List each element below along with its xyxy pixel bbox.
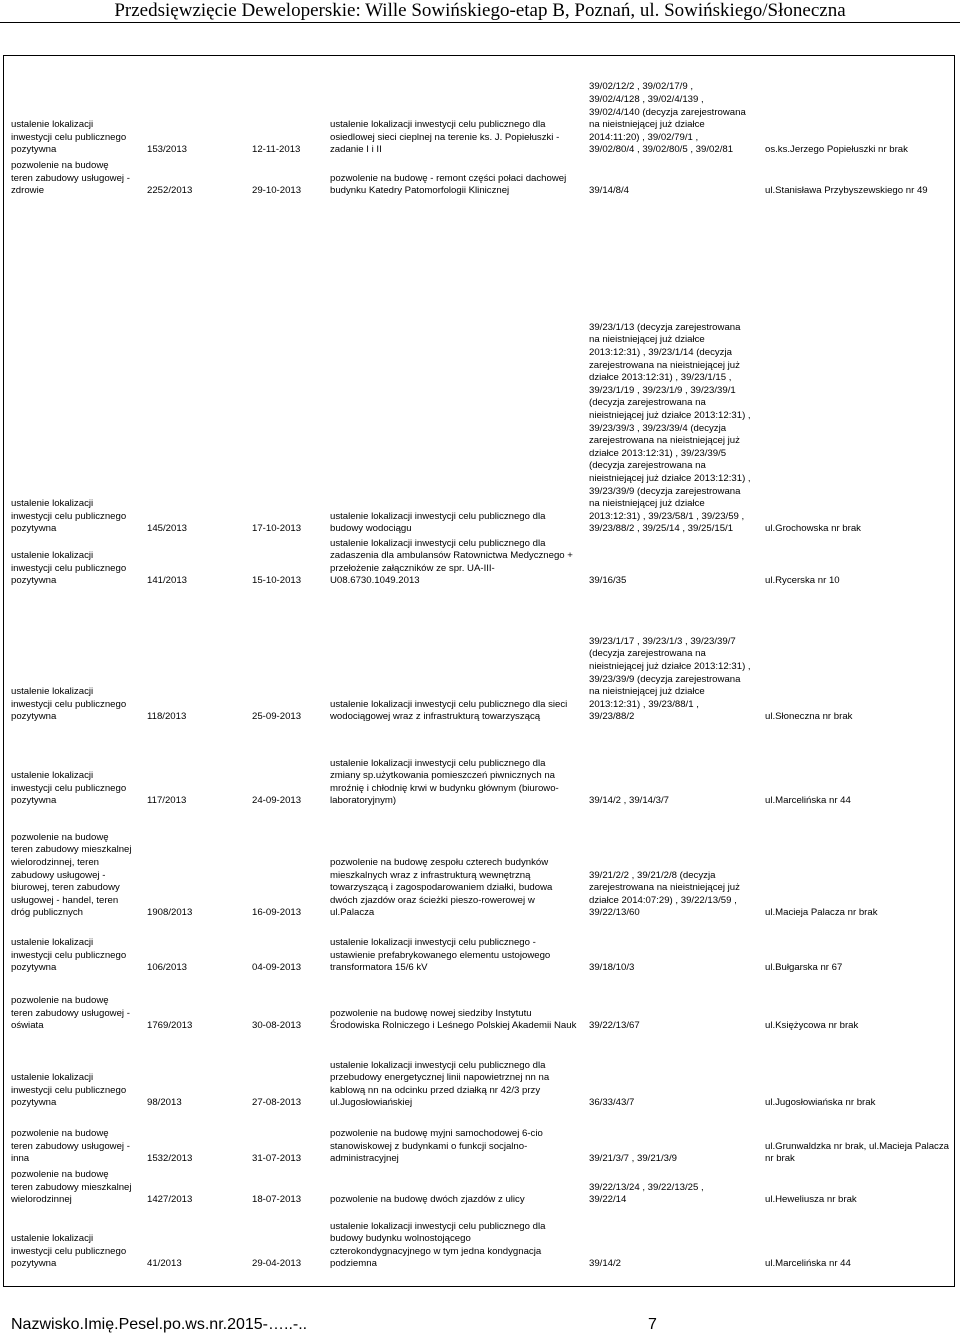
page-number: 7 bbox=[648, 1316, 657, 1333]
cell-address: ul.Heweliusza nr brak bbox=[765, 1194, 857, 1206]
cell-number: 1532/2013 bbox=[147, 1153, 193, 1165]
cell-description: pozwolenie na budowę nowej siedziby Instytutu Środowiska Rolniczego i Leśnego Polskiej Akademii Nauk bbox=[330, 1007, 577, 1032]
cell-address: ul.Macieja Palacza nr brak bbox=[765, 907, 878, 919]
cell-number: 145/2013 bbox=[147, 523, 188, 535]
cell-date: 27-08-2013 bbox=[252, 1097, 302, 1109]
cell-type: pozwolenie na budowę teren zabudowy usługowej - zdrowie bbox=[11, 160, 130, 197]
cell-description: pozwolenie na budowę myjni samochodowej 6-cio stanowiskowej z budynkami o funkcji socjalno- administracyjnej bbox=[330, 1128, 543, 1165]
cell-address: ul.Marcelińska nr 44 bbox=[765, 795, 851, 807]
cell-address: os.ks.Jerzego Popiełuszki nr brak bbox=[765, 144, 908, 156]
cell-description: pozwolenie na budowę dwóch zjazdów z ulicy bbox=[330, 1194, 525, 1206]
cell-number: 106/2013 bbox=[147, 962, 188, 974]
cell-date: 18-07-2013 bbox=[252, 1194, 302, 1206]
cell-number: 117/2013 bbox=[147, 795, 187, 807]
cell-type: ustalenie lokalizacji inwestycji celu publicznego pozytywna bbox=[11, 550, 127, 587]
cell-parcels: 39/22/13/67 bbox=[589, 1020, 640, 1032]
footer-text: Nazwisko.Imię.Pesel.po.ws.nr.2015-…..-.. bbox=[11, 1316, 308, 1333]
cell-parcels: 39/21/3/7 , 39/21/3/9 bbox=[589, 1153, 678, 1165]
cell-date: 24-09-2013 bbox=[252, 795, 302, 807]
cell-date: 30-08-2013 bbox=[252, 1020, 302, 1032]
cell-description: ustalenie lokalizacji inwestycji celu publicznego dla osiedlowej sieci cieplnej na terenie ks. J. Popiełuszki - zadanie I i II bbox=[330, 119, 560, 156]
cell-date: 25-09-2013 bbox=[252, 711, 302, 723]
cell-description: ustalenie lokalizacji inwestycji celu publicznego dla budowy wodociągu bbox=[330, 510, 546, 535]
cell-description: ustalenie lokalizacji inwestycji celu publicznego dla zmiany sp.użytkowania pomieszczeń piwnicznych na mroźnię i chłodnię krwi w budynku głównym (biurowo- laboratoryjnym) bbox=[330, 757, 559, 807]
cell-parcels: 39/14/2 , 39/14/3/7 bbox=[589, 795, 670, 807]
cell-address: ul.Rycerska nr 10 bbox=[765, 575, 840, 587]
cell-date: 17-10-2013 bbox=[252, 523, 302, 535]
cell-type: ustalenie lokalizacji inwestycji celu publicznego pozytywna bbox=[11, 119, 127, 156]
cell-type: pozwolenie na budowę teren zabudowy usługowej - oświata bbox=[11, 995, 130, 1032]
cell-type: ustalenie lokalizacji inwestycji celu publicznego pozytywna bbox=[11, 686, 127, 723]
cell-address: ul.Słoneczna nr brak bbox=[765, 711, 853, 723]
cell-number: 98/2013 bbox=[147, 1097, 182, 1109]
cell-type: ustalenie lokalizacji inwestycji celu publicznego pozytywna bbox=[11, 937, 127, 974]
cell-number: 153/2013 bbox=[147, 144, 188, 156]
cell-number: 118/2013 bbox=[147, 711, 187, 723]
cell-description: pozwolenie na budowę - remont części połaci dachowej budynku Katedry Patomorfologii Klinicznej bbox=[330, 172, 567, 197]
cell-type: pozwolenie na budowę teren zabudowy usługowej - inna bbox=[11, 1128, 130, 1165]
title-rule bbox=[0, 22, 960, 23]
cell-type: pozwolenie na budowę teren zabudowy mieszkalnej wielorodzinnej, teren zabudowy usługowej - biurowej, teren zabudowy usługowej - handel, teren dróg publicznych bbox=[11, 831, 132, 919]
cell-date: 15-10-2013 bbox=[252, 575, 302, 587]
cell-parcels: 39/23/1/13 (decyzja zarejestrowana na nieistniejącej już działce 2013:12:31) , 39/23/1/14 (decyzja zarejestrowana na nieistniejącej już działce 2013:12:31) , 39/23/1/15 , 39/23/1/19 , 39/23/1/9 , 39/23/39/1 (decyzja zarejestrowana na nieistniejącej już działce 2013:12:31) , 39/23/39/3 , 39/23/39/4 (decyzja zarejestrowana na nieistniejącej już działce 2013:12:31) , 39/23/39/5 (decyzja zarejestrowana na nieistniejącej już działce 2013:12:31) , 39/23/39/9 (decyzja zarejestrowana na nieistniejącej już działce 2013:12:31) , 39/23/58/1 , 39/23/59 , 39/23/88/2 , 39/25/14 , 39/25/15/1 bbox=[589, 321, 751, 535]
cell-parcels: 39/21/2/2 , 39/21/2/8 (decyzja zarejestrowana na nieistniejącej już działce 2014:07:29) , 39/22/13/59 , 39/22/13/60 bbox=[589, 869, 740, 919]
cell-parcels: 36/33/43/7 bbox=[589, 1097, 635, 1109]
cell-number: 1427/2013 bbox=[147, 1194, 193, 1206]
cell-address: ul.Stanisława Przybyszewskiego nr 49 bbox=[765, 185, 928, 197]
cell-description: pozwolenie na budowę zespołu czterech budynków mieszkalnych wraz z infrastrukturą wewnętrzną towarzyszącą i zagospodarowaniem działki, budowa dwóch zjazdów oraz ścieżki pieszo-rowerowej w ul.Palacza bbox=[330, 857, 553, 919]
cell-date: 29-04-2013 bbox=[252, 1258, 302, 1270]
cell-address: ul.Grunwaldzka nr brak, ul.Macieja Palacza nr brak bbox=[765, 1140, 949, 1165]
cell-address: ul.Jugosłowiańska nr brak bbox=[765, 1097, 876, 1109]
cell-type: ustalenie lokalizacji inwestycji celu publicznego pozytywna bbox=[11, 770, 127, 807]
cell-number: 1908/2013 bbox=[147, 907, 193, 919]
cell-number: 2252/2013 bbox=[147, 185, 193, 197]
cell-type: ustalenie lokalizacji inwestycji celu publicznego pozytywna bbox=[11, 1072, 127, 1109]
cell-date: 04-09-2013 bbox=[252, 962, 302, 974]
page-title: Przedsięwzięcie Deweloperskie: Wille Sowińskiego-etap B, Poznań, ul. Sowińskiego/Słoneczna bbox=[114, 0, 846, 21]
cell-date: 16-09-2013 bbox=[252, 907, 302, 919]
cell-description: ustalenie lokalizacji inwestycji celu publicznego dla przebudowy energetycznej linii napowietrznej nn na kablową nn na odcinku przed działką nr 42/3 przy ul.Jugosłowiańskiej bbox=[330, 1059, 550, 1109]
cell-description: ustalenie lokalizacji inwestycji celu publicznego dla zadaszenia dla ambulansów Ratownictwa Medycznego + przełożenie załączników ze spr. UA-III- U08.6730.1049.2013 bbox=[330, 537, 573, 587]
cell-date: 31-07-2013 bbox=[252, 1153, 302, 1165]
cell-type: ustalenie lokalizacji inwestycji celu publicznego pozytywna bbox=[11, 498, 127, 535]
cell-number: 1769/2013 bbox=[147, 1020, 193, 1032]
cell-description: ustalenie lokalizacji inwestycji celu publicznego dla sieci wodociągowej wraz z infrastrukturą towarzyszącą bbox=[330, 698, 568, 723]
cell-date: 29-10-2013 bbox=[252, 185, 302, 197]
cell-description: ustalenie lokalizacji inwestycji celu publicznego - ustawienie prefabrykowanego elementu ustojowego transformatora 15/6 kV bbox=[330, 937, 551, 974]
cell-address: ul.Bułgarska nr 67 bbox=[765, 962, 843, 974]
cell-parcels: 39/14/2 bbox=[589, 1258, 622, 1270]
cell-parcels: 39/14/8/4 bbox=[589, 185, 630, 197]
cell-parcels: 39/23/1/17 , 39/23/1/3 , 39/23/39/7 (decyzja zarejestrowana na nieistniejącej już działce 2013:12:31) , 39/23/39/9 (decyzja zarejestrowana na nieistniejącej już działce 2013:12:31) , 39/23/88/1 , 39/23/88/2 bbox=[589, 635, 751, 723]
cell-parcels: 39/22/13/24 , 39/22/13/25 , 39/22/14 bbox=[589, 1181, 704, 1206]
cell-address: ul.Grochowska nr brak bbox=[765, 523, 861, 535]
cell-type: ustalenie lokalizacji inwestycji celu publicznego pozytywna bbox=[11, 1233, 127, 1270]
cell-type: pozwolenie na budowę teren zabudowy mieszkalnej wielorodzinnej bbox=[11, 1169, 132, 1206]
cell-address: ul.Księżycowa nr brak bbox=[765, 1020, 859, 1032]
cell-parcels: 39/18/10/3 bbox=[589, 962, 635, 974]
cell-number: 141/2013 bbox=[147, 575, 188, 587]
cell-description: ustalenie lokalizacji inwestycji celu publicznego dla budowy budynku wolnostojącego czterokondygnacyjnego w tym jedna kondygnacja podziemna bbox=[330, 1220, 546, 1270]
cell-parcels: 39/02/12/2 , 39/02/17/9 , 39/02/4/128 , 39/02/4/139 , 39/02/4/140 (decyzja zarejestrowana na nieistniejącej już działce 2014:11:20) , 39/02/79/1 , 39/02/80/4 , 39/02/80/5 , 39/02/81 bbox=[589, 81, 746, 156]
cell-parcels: 39/16/35 bbox=[589, 575, 627, 587]
cell-date: 12-11-2013 bbox=[252, 144, 301, 156]
cell-number: 41/2013 bbox=[147, 1258, 182, 1270]
cell-address: ul.Marcelińska nr 44 bbox=[765, 1258, 851, 1270]
